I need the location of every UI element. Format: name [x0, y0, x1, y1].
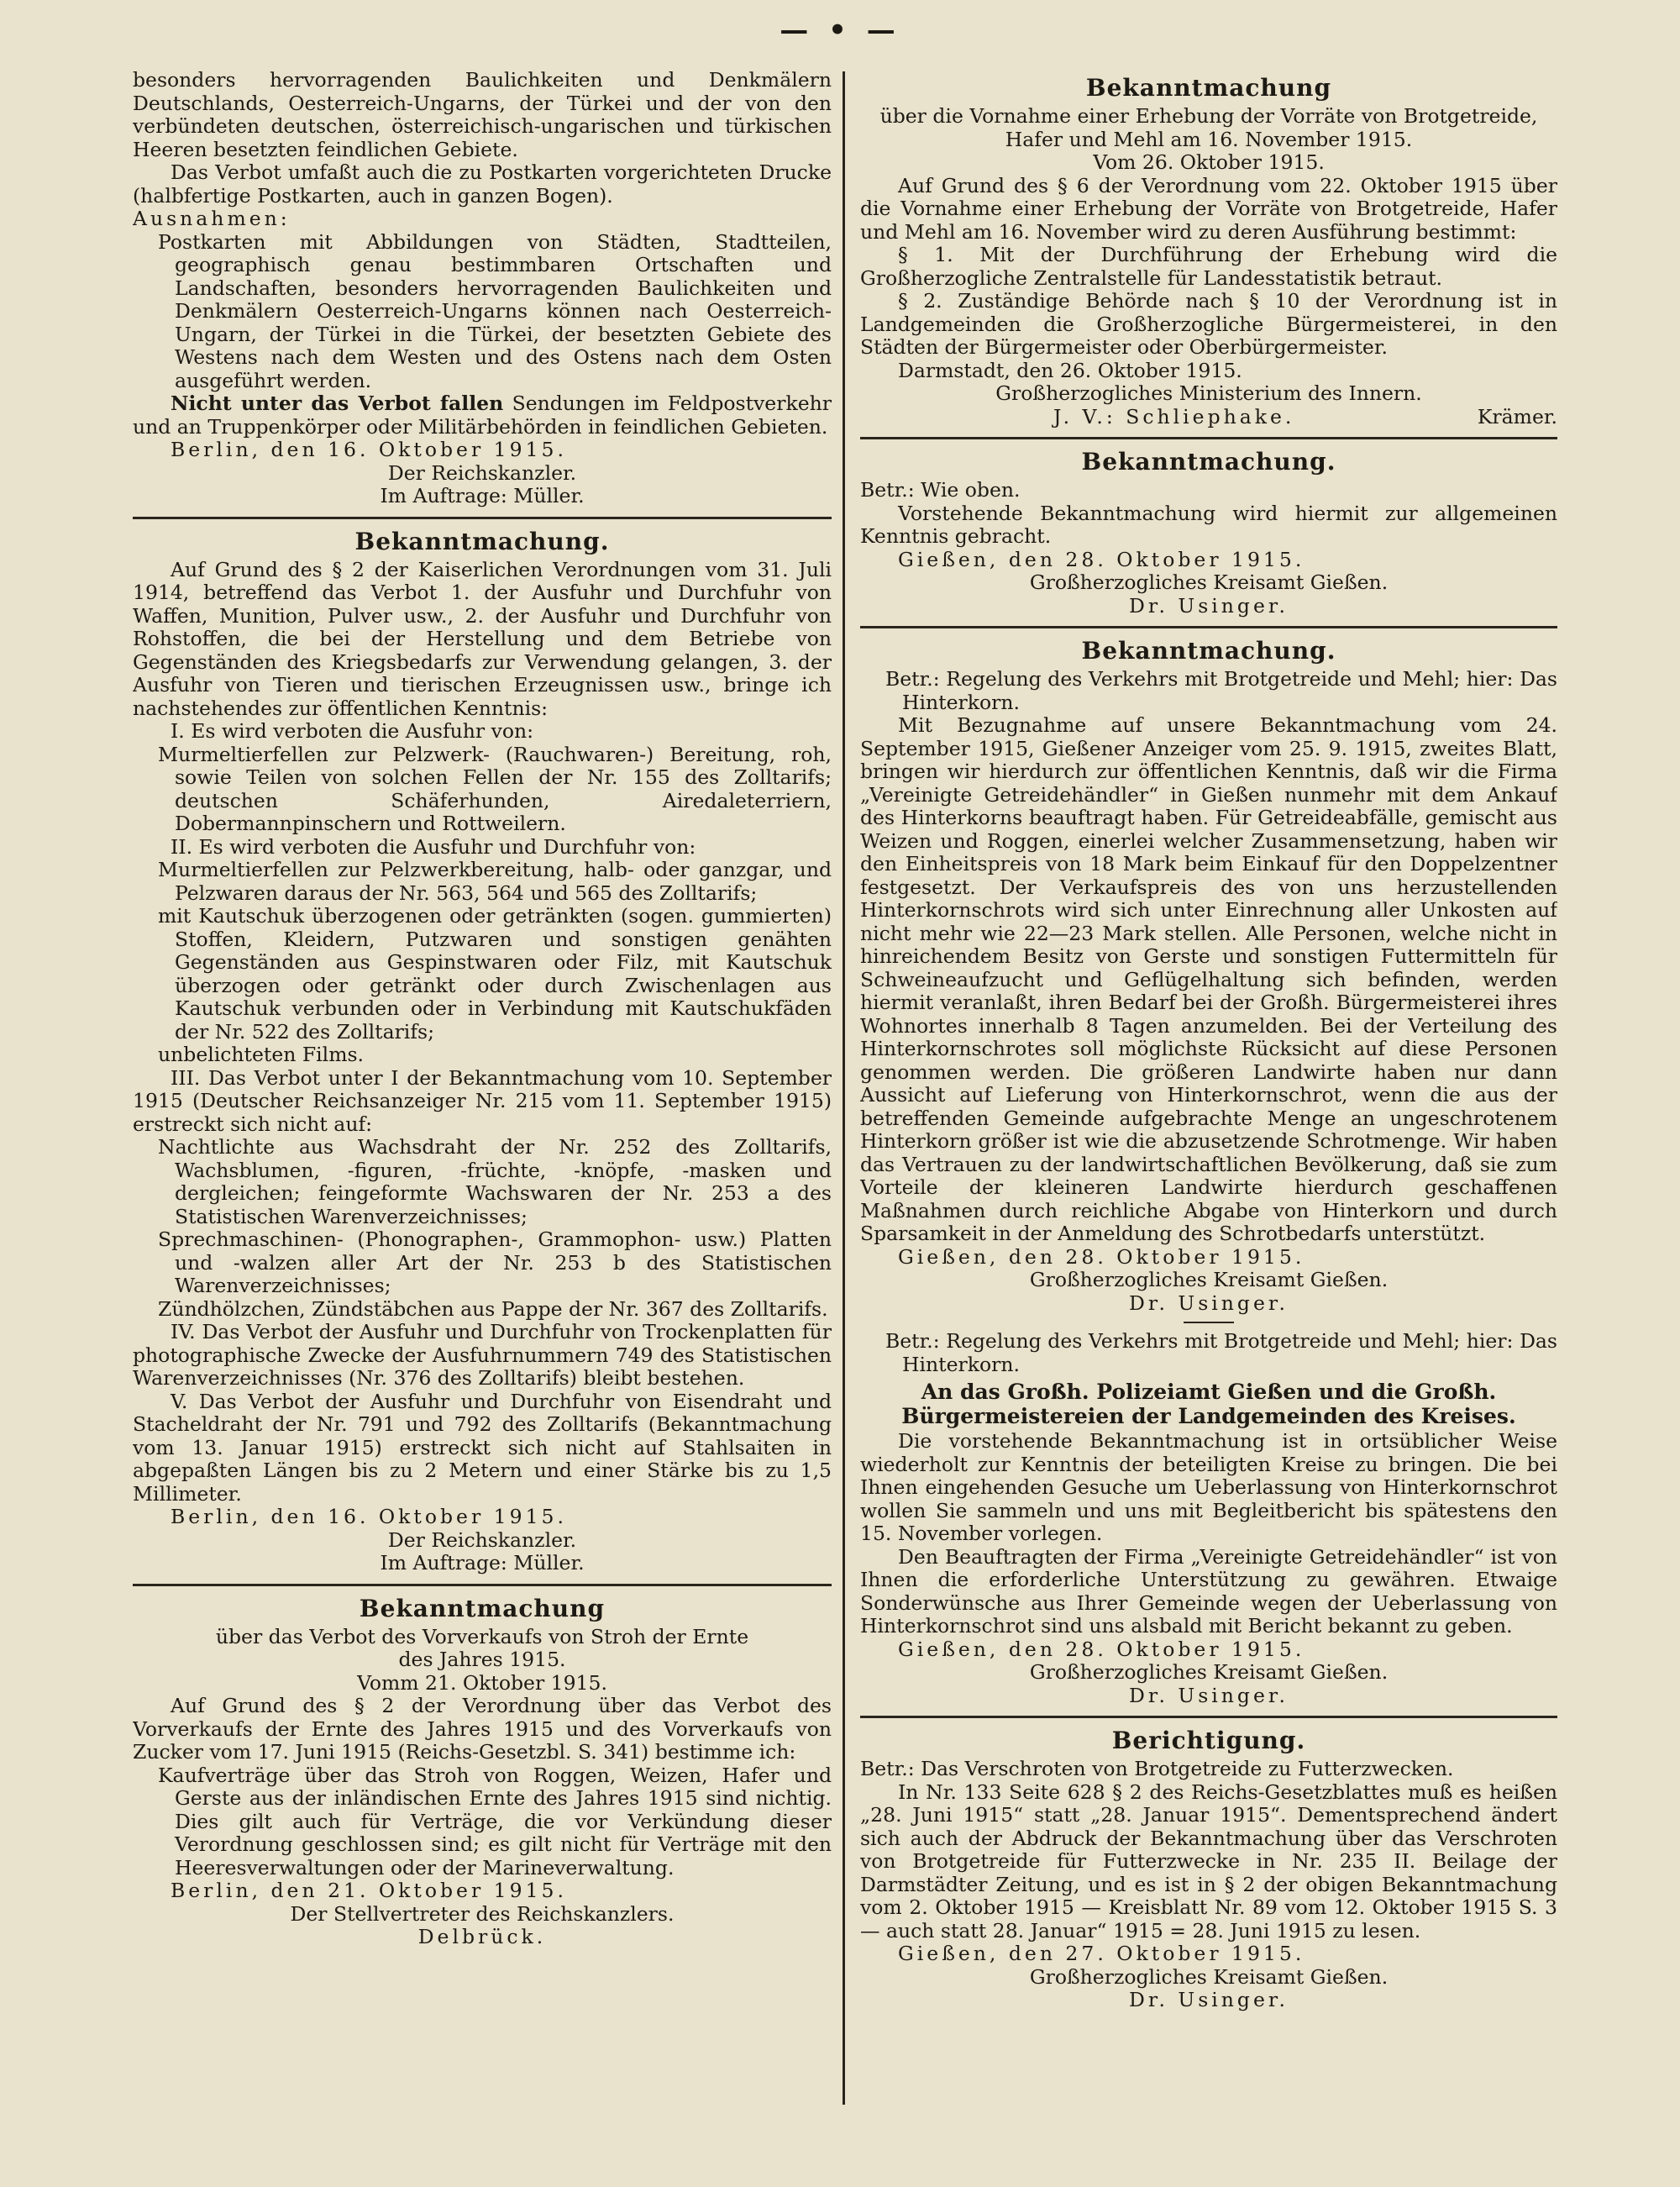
- paragraph: § 2. Zuständige Behörde nach § 10 der Verordnung ist in Landgemeinden die Großherzogliche Bürgermeisterei, in den Städten der Bürgermeister oder Oberbürgermeister.: [860, 289, 1557, 359]
- exceptions-heading: Ausnahmen:: [133, 207, 291, 230]
- section-rule: [860, 437, 1557, 439]
- paragraph: mit Kautschuk überzogenen oder getränkten (sogen. gummierten) Stoffen, Kleidern, Putzwaren und sonstigen genähten Gegenständen aus Gespinstwaren oder Filz, mit Kautschuk überzogen oder getränkt oder durch Zwischenlagen aus Kautschuk verbunden oder in Verbindung mit Kautschukfäden der Nr. 522 des Zolltarifs;: [158, 904, 832, 1044]
- paragraph: IV. Das Verbot der Ausfuhr und Durchfuhr von Trockenplatten für photographische Zwecke der Ausfuhrnummern 749 des Statistischen Warenverzeichnisses (Nr. 376 des Zolltarifs) bleibt bestehen.: [133, 1320, 832, 1390]
- paragraph: besonders hervorragenden Baulichkeiten und Denkmälern Deutschlands, Oesterreich-Ungarns, der Türkei und der von den verbündeten deutschen, österreichisch-ungarischen und türkischen Heeren besetzten feindlichen Gebiete.: [133, 69, 832, 161]
- notice-title: Bekanntmachung.: [1081, 637, 1336, 665]
- paragraph: V. Das Verbot der Ausfuhr und Durchfuhr von Eisendraht und Stacheldraht der Nr. 791 und 792 des Zolltarifs (Bekanntmachung vom 13. Januar 1915) erstreckt sich nicht auf Stahlsaiten in abgepaßten Längen bis zu 2 Metern und einer Stärke bis zu 1,5 Millimeter.: [133, 1389, 832, 1506]
- date-line: Gießen, den 28. Oktober 1915.: [898, 547, 1305, 571]
- signature-line: J. V.: Schliephake.: [1053, 404, 1295, 428]
- date-line: Gießen, den 28. Oktober 1915.: [898, 1637, 1305, 1661]
- right-column: [860, 69, 1557, 2119]
- paragraph: Den Beauftragten der Firma „Vereinigte Getreidehändler“ ist von Ihnen die erforderliche Unterstützung zu gewähren. Etwaige Sonderwünsche aus Ihrer Gemeinde wegen der Ueberlassung von Hinterkornschrot sind uns alsbald mit Bericht bekannt zu geben.: [860, 1544, 1557, 1638]
- notice-title: Bekanntmachung.: [1081, 448, 1336, 476]
- paragraph: Sprechmaschinen- (Phonographen-, Grammophon- usw.) Platten und -walzen aller Art der Nr. 253 b des Statistischen Warenverzeichnisses;: [158, 1228, 832, 1297]
- notice-stock-survey: [860, 74, 1557, 428]
- paragraph: Die vorstehende Bekanntmachung ist in ortsüblicher Weise wiederholt zur Kenntnis der beteiligten Kreise zu bringen. Die bei Ihnen eingehenden Gesuche um Ueberlassung von Hinterkornschrot wollen Sie sammeln und uns mit Begleitbericht bis spätestens den 15. November vorlegen.: [860, 1429, 1557, 1545]
- signature-line: Dr. Usinger.: [1128, 1291, 1289, 1315]
- section-rule: [133, 1584, 832, 1586]
- notice-subtitle: Vomm 21. Oktober 1915.: [357, 1670, 607, 1695]
- paragraph: Auf Grund des § 2 der Verordnung über das Verbot des Vorverkaufs der Ernte des Jahres 1915 und des Vorverkaufs von Zucker vom 17. Juni 1915 (Reichs-Gesetzbl. S. 341) bestimme ich:: [133, 1694, 832, 1764]
- notice-subtitle: Vom 26. Oktober 1915.: [1093, 150, 1325, 174]
- signature-line: Dr. Usinger.: [1128, 1683, 1289, 1707]
- date-line: Gießen, den 28. Oktober 1915.: [898, 1244, 1305, 1269]
- notice-subtitle: des Jahres 1915.: [398, 1648, 566, 1671]
- paragraph: Auf Grund des § 6 der Verordnung vom 22. Oktober 1915 über die Vornahme einer Erhebung der Vorräte von Brotgetreide, Hafer und Mehl am 16. November wird zu deren Ausführung bestimmt:: [860, 173, 1557, 244]
- paragraph: In Nr. 133 Seite 628 § 2 des Reichs-Gesetzblattes muß es heißen „28. Juni 1915“ statt „28. Januar 1915“. Dementsprechend ändert sich auch der Abdruck der Bekanntmachung über das Verschroten von Brotgetreide für Futterzwecke in Nr. 235 II. Beilage der Darmstädter Zeitung, und es ist in § 2 der obigen Bekanntmachung vom 2. Oktober 1915 — Kreisblatt Nr. 89 vom 12. Oktober 1915 S. 3 — auch statt 28. Januar“ 1915 = 28. Juni 1915 zu lesen.: [860, 1780, 1557, 1943]
- paragraph: Kaufverträge über das Stroh von Roggen, Weizen, Hafer und Gerste aus der inländischen Ernte des Jahres 1915 sind nichtig. Dies gilt auch für Verträge, die vor Verkündung dieser Verordnung geschlossen sind; es gilt nicht für Verträge mit den Heeresverwaltungen oder der Marineverwaltung.: [158, 1763, 832, 1879]
- notice-hinterkorn: [860, 637, 1557, 1315]
- signature-line: Der Reichskanzler.: [387, 1527, 577, 1552]
- column-divider: [843, 71, 845, 2105]
- notice-subtitle: über das Verbot des Vorverkaufs von Stroh der Ernte: [215, 1624, 749, 1648]
- signature-line: Im Auftrage: Müller.: [380, 1551, 585, 1575]
- paragraph: unbelichteten Films.: [158, 1043, 365, 1066]
- signature-line: Krämer.: [1477, 404, 1557, 428]
- notice-correction: [860, 1727, 1557, 2012]
- paragraph: [133, 392, 832, 439]
- paragraph-text: Sendungen im Feldpostverkehr und an Truppenkörper oder Militärbehörden in feindlichen Gebieten.: [133, 392, 832, 439]
- subject-line: Betr.: Wie oben.: [860, 478, 1021, 502]
- notice-title: Bekanntmachung: [359, 1594, 606, 1622]
- signature-line: Der Reichskanzler.: [387, 460, 577, 485]
- date-line: Berlin, den 16. Oktober 1915.: [171, 438, 567, 461]
- notice-title: Berichtigung.: [1111, 1727, 1306, 1754]
- signature-line: Dr. Usinger.: [1128, 1988, 1289, 2011]
- paragraph: Postkarten mit Abbildungen von Städten, Stadtteilen, geographisch genau bestimmbaren Ortschaften und Landschaften, besonders hervorragenden Baulichkeiten und Denkmälern Oesterreich-Ungarns können nach Oesterreich-Ungarn, der Türkei in die Türkei, der besetzten Gebiete des Westens nach dem Westen und des Ostens nach dem Osten ausgeführt werden.: [158, 229, 832, 392]
- paragraph: Nachtlichte aus Wachsdraht der Nr. 252 des Zolltarifs, Wachsblumen, -figuren, -früchte, -knöpfe, -masken und dergleichen; feingeformte Wachswaren der Nr. 253 a des Statistischen Warenverzeichnisses;: [158, 1135, 832, 1228]
- subject-line: Betr.: Regelung des Verkehrs mit Brotgetreide und Mehl; hier: Das Hinterkorn.: [885, 667, 1557, 714]
- paragraph: III. Das Verbot unter I der Bekanntmachung vom 10. September 1915 (Deutscher Reichsanzeiger Nr. 215 vom 11. September 1915) erstreckt sich nicht auf:: [133, 1065, 832, 1136]
- addressee-heading: An das Großh. Polizeiamt Gießen und die Großh. Bürgermeistereien der Landgemeinden des Kreises.: [901, 1380, 1516, 1428]
- signature-line: Dr. Usinger.: [1128, 593, 1289, 618]
- notice-subtitle: Hafer und Mehl am 16. November 1915.: [1005, 127, 1413, 151]
- notice-subtitle: über die Vornahme einer Erhebung der Vorräte von Brotgetreide,: [879, 104, 1538, 128]
- section-rule: [860, 1716, 1557, 1718]
- date-line: Berlin, den 16. Oktober 1915.: [171, 1505, 567, 1528]
- signature-line: Im Auftrage: Müller.: [380, 484, 585, 507]
- signature-row: [860, 406, 1557, 429]
- paragraph: Zündhölzchen, Zündstäbchen aus Pappe der Nr. 367 des Zolltarifs.: [158, 1296, 828, 1321]
- notice-title: Bekanntmachung.: [354, 527, 610, 555]
- paragraph: Auf Grund des § 2 der Kaiserlichen Verordnungen vom 31. Juli 1914, betreffend das Verbot 1. der Ausfuhr und Durchfuhr von Waffen, Munition, Pulver usw., 2. der Ausfuhr und Durchfuhr von Rohstoffen, die bei der Herstellung und dem Betriebe von Gegenständen des Kriegsbedarfs zur Verwendung gelangen, 3. der Ausfuhr von Tieren und tierischen Erzeugnissen usw., bringe ich nachstehendes zur öffentlichen Kenntnis:: [133, 557, 832, 720]
- signature-line: Großherzogliches Kreisamt Gießen.: [1029, 570, 1389, 594]
- section-heading: I. Es wird verboten die Ausfuhr von:: [171, 719, 534, 743]
- date-line: Gießen, den 27. Oktober 1915.: [898, 1942, 1305, 1965]
- signature-line: Delbrück.: [417, 1925, 547, 1948]
- short-rule: [1184, 1322, 1234, 1323]
- notice-title: Bekanntmachung: [1085, 74, 1332, 102]
- paragraph: Das Verbot umfaßt auch die zu Postkarten vorgerichteten Drucke (halbfertige Postkarten, auch in ganzen Bogen).: [133, 160, 832, 208]
- date-line: Darmstadt, den 26. Oktober 1915.: [898, 358, 1242, 382]
- notice-straw-presale: [133, 1595, 832, 1949]
- signature-line: Großherzogliches Kreisamt Gießen.: [1029, 1268, 1389, 1291]
- date-line: Berlin, den 21. Oktober 1915.: [171, 1879, 567, 1902]
- left-column: [133, 69, 832, 2119]
- paragraph: Murmeltierfellen zur Pelzwerkbereitung, halb- oder ganzgar, und Pelzwaren daraus der Nr. 563, 564 und 565 des Zolltarifs;: [158, 858, 832, 905]
- paragraph: § 1. Mit der Durchführung der Erhebung wird die Großherzogliche Zentralstelle für Landesstatistik betraut.: [860, 243, 1557, 290]
- section-rule: [860, 626, 1557, 628]
- postcard-ban-continuation: [133, 69, 832, 508]
- notice-giessen-publication: [860, 448, 1557, 618]
- emphasis: Nicht unter das Verbot fallen: [171, 392, 504, 415]
- signature-line: Großherzogliches Kreisamt Gießen.: [1029, 1964, 1389, 1989]
- paragraph: Murmeltierfellen zur Pelzwerk- (Rauchwaren-) Bereitung, roh, sowie Teilen von solchen Fellen der Nr. 155 des Zolltarifs; deutschen Schäferhunden, Airedaleterriern, Dobermannpinschern und Rottweilern.: [158, 742, 832, 835]
- signature-line: Der Stellvertreter des Reichskanzlers.: [290, 1901, 675, 1926]
- notice-export-ban: [133, 528, 832, 1575]
- paragraph: Vorstehende Bekanntmachung wird hiermit zur allgemeinen Kenntnis gebracht.: [860, 501, 1557, 548]
- page-mark: — • —: [780, 13, 900, 47]
- notice-police-instruction: [860, 1330, 1557, 1707]
- subject-line: Betr.: Regelung des Verkehrs mit Brotgetreide und Mehl; hier: Das Hinterkorn.: [885, 1329, 1557, 1376]
- section-rule: [133, 517, 832, 519]
- subject-line: Betr.: Das Verschroten von Brotgetreide zu Futterzwecken.: [860, 1757, 1454, 1780]
- signature-line: Großherzogliches Kreisamt Gießen.: [1029, 1660, 1389, 1684]
- section-heading: II. Es wird verboten die Ausfuhr und Durchfuhr von:: [171, 834, 696, 859]
- signature-line: Großherzogliches Ministerium des Innern.: [995, 381, 1422, 405]
- paragraph: Mit Bezugnahme auf unsere Bekanntmachung vom 24. September 1915, Gießener Anzeiger vom 25. 9. 1915, zweites Blatt, bringen wir hierdurch zur öffentlichen Kenntnis, daß wir die Firma „Vereinigte Getreidehändler“ in Gießen nunmehr mit dem Ankauf des Hinterkorns beauftragt haben. Für Getreideabfälle, gemischt aus Weizen und Roggen, einerlei welcher Zusammensetzung, haben wir den Einheitspreis von 18 Mark beim Einkauf für den Doppelzentner festgesetzt. Der Verkaufspreis des von uns herzustellenden Hinterkornschrots wird sich unter Einrechnung aller Unkosten auf nicht mehr wie 22—23 Mark stellen. Alle Personen, welche nicht in hinreichendem Besitz von Gerste und sonstigen Futtermitteln für Schweineaufzucht und Geflügelhaltung sich befinden, werden hiermit veranlaßt, ihren Bedarf bei der Großh. Bürgermeisterei ihres Wohnortes innerhalb 8 Tagen anzumelden. Bei der Verteilung des Hinterkornschrotes soll möglichste Rücksicht auf diese Personen genommen werden. Die größeren Landwirte haben nur dann Aussicht auf Lieferung von Hinterkornschrot, wenn die aus der betreffenden Gemeinde aufgebrachte Menge an ungeschrotenem Hinterkorn größer ist wie die abzusetzende Schrotmenge. Wir haben das Vertrauen zu der landwirtschaftlichen Bevölkerung, daß sie zum Vorteile der kleineren Landwirte hierdurch geschaffenen Maßnahmen durch reichliche Abgabe von Hinterkorn und durch Sparsamkeit in der Anmeldung des Schrotbedarfs unterstützt.: [860, 713, 1557, 1245]
